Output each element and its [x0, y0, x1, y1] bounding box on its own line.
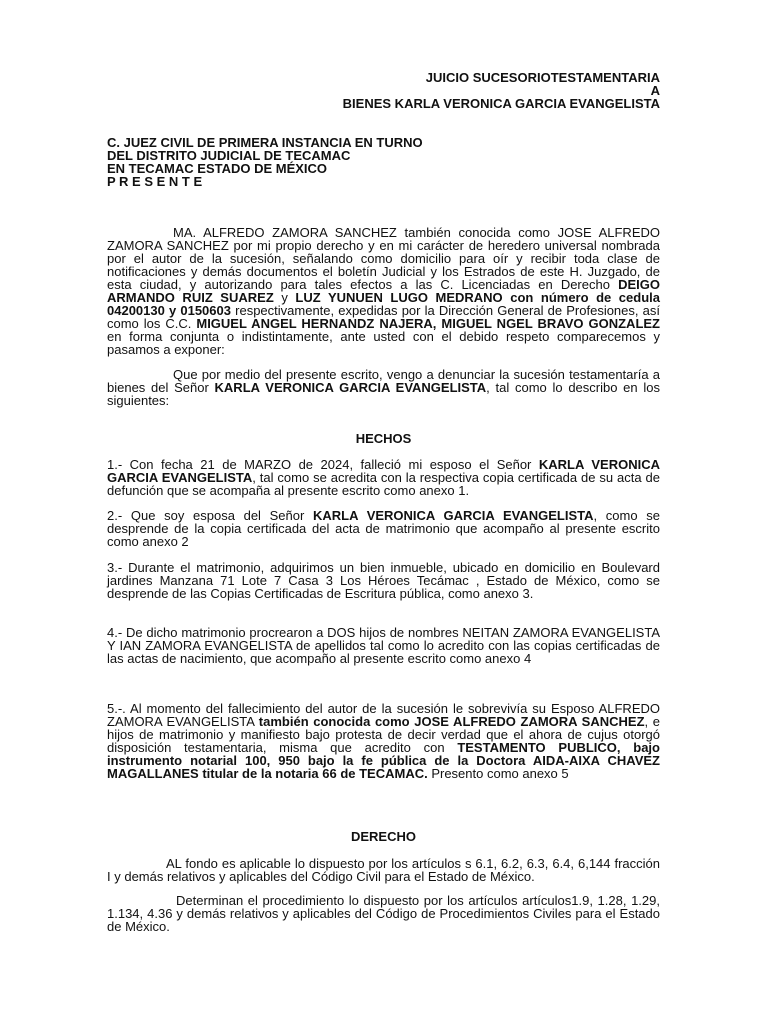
hecho-5: [107, 702, 660, 780]
case-heading-line-3: BIENES KARLA VERONICA GARCIA EVANGELISTA: [342, 96, 660, 111]
hecho-5-text-1: 5.-. Al momento del fallecimiento del autor de la sucesión le sobrevivía su Esposo ALFREDO ZAMORA EVANGELISTA: [107, 701, 660, 729]
denuncia-text-2: , tal como lo describo en los siguientes:: [107, 380, 660, 408]
hecho-3: 3.- Durante el matrimonio, adquirimos un bien inmueble, ubicado en domicilio en Boulevard jardines Manzana 71 Lote 7 Casa 3 Los Héroes Tecámac , Estado de México, como se desprende de las Copias Certificadas de Escritura pública, como anexo 3.: [107, 560, 660, 601]
case-heading-line-1: JUICIO SUCESORIOTESTAMENTARIA: [425, 70, 660, 85]
intro-bold-3: MIGUEL ANGEL HERNANDZ NAJERA, MIGUEL NGEL BRAVO GONZALEZ: [196, 316, 661, 331]
denuncia-paragraph: [107, 368, 660, 407]
intro-paragraph: [107, 226, 660, 356]
addressee-line-4: P R E S E N T E: [107, 174, 203, 189]
hecho-2-bold: KARLA VERONICA GARCIA EVANGELISTA: [313, 508, 594, 523]
denuncia-bold-1: KARLA VERONICA GARCIA EVANGELISTA: [214, 380, 487, 395]
intro-bold-1: DEIGO ARMANDO RUIZ SUAREZ: [107, 277, 660, 305]
hechos-title: HECHOS: [355, 431, 412, 446]
intro-bold-2: LUZ YUNUEN LUGO MEDRANO con número de cedula 04200130 y 0150603: [107, 290, 660, 318]
case-heading: [160, 71, 660, 110]
hecho-4: 4.- De dicho matrimonio procrearon a DOS hijos de nombres NEITAN ZAMORA EVANGELISTA Y IAN ZAMORA EVANGELISTA de apellidos tal como lo acredito con las copias certificadas de las actas de nacimiento, que acompaño al presente escrito como anexo 4: [107, 625, 660, 666]
addressee-block: [107, 136, 660, 188]
hecho-2-text-1: 2.- Que soy esposa del Señor: [107, 508, 313, 523]
intro-text-2: y: [273, 290, 296, 305]
hecho-5-text-3: Presento como anexo 5: [427, 766, 569, 781]
case-heading-line-2: A: [650, 83, 660, 98]
hecho-1: [107, 458, 660, 497]
hecho-5-bold-2: TESTAMENTO PUBLICO, bajo instrumento notarial 100, 950 bajo la fe pública de la Doctora AIDA-AIXA CHAVEZ MAGALLANES titular de la notaria 66 de TECAMAC.: [107, 740, 660, 781]
hecho-2-text-2: , como se desprende de la copia certificada del acta de matrimonio que acompaño al presente escrito como anexo 2: [107, 508, 660, 549]
derecho-paragraph-1: AL fondo es aplicable lo dispuesto por los artículos s 6.1, 6.2, 6.3, 6.4, 6,144 fracción I y demás relativos y aplicables del Código Civil para el Estado de México.: [107, 856, 660, 884]
hecho-2: [107, 509, 660, 548]
hecho-1-text-1: 1.- Con fecha 21 de MARZO de 2024, falleció mi esposo el Señor: [107, 457, 539, 472]
addressee-line-1: C. JUEZ CIVIL DE PRIMERA INSTANCIA EN TURNO: [107, 135, 423, 150]
hecho-5-bold-1: también conocida como JOSE ALFREDO ZAMORA SANCHEZ: [258, 714, 645, 729]
hecho-1-bold: KARLA VERONICA GARCIA EVANGELISTA: [107, 457, 660, 485]
intro-text-3: respectivamente, expedidas por la Dirección General de Profesiones, así como los C.C.: [107, 303, 660, 331]
intro-text-1: MA. ALFREDO ZAMORA SANCHEZ también conocida como JOSE ALFREDO ZAMORA SANCHEZ por mi propio derecho y en mi carácter de heredero universal nombrada por el autor de la sucesión, señalando como domicilio para oír y recibir toda clase de notificaciones y demás documentos el boletín Judicial y los Estrados de este H. Juzgado, de esta ciudad, y autorizando para tales efectos a las C. Licenciadas en Derecho: [107, 225, 660, 292]
addressee-line-3: EN TECAMAC ESTADO DE MÉXICO: [107, 161, 328, 176]
addressee-line-2: DEL DISTRITO JUDICIAL DE TECAMAC: [107, 148, 351, 163]
hecho-5-text-2: , e hijos de matrimonio y manifiesto bajo protesta de decir verdad que el ahora de cujus otorgó disposición testamentaria, misma que acredito con: [107, 714, 660, 755]
hecho-1-text-2: , tal como se acredita con la respectiva copia certificada de su acta de defunción que se acompaña al presente escrito como anexo 1.: [107, 470, 660, 498]
derecho-title: DERECHO: [350, 829, 416, 844]
denuncia-text-1: Que por medio del presente escrito, vengo a denunciar la sucesión testamentaría a bienes del Señor: [107, 367, 660, 395]
derecho-paragraph-2: Determinan el procedimiento lo dispuesto por los artículos artículos1.9, 1.28, 1.29, 1.134, 4.36 y demás relativos y aplicables del Código de Procedimientos Civiles para el Estado de México.: [107, 893, 660, 934]
intro-text-4: en forma conjunta o indistintamente, ante usted con el debido respeto comparecemos y pasamos a exponer:: [107, 329, 660, 357]
